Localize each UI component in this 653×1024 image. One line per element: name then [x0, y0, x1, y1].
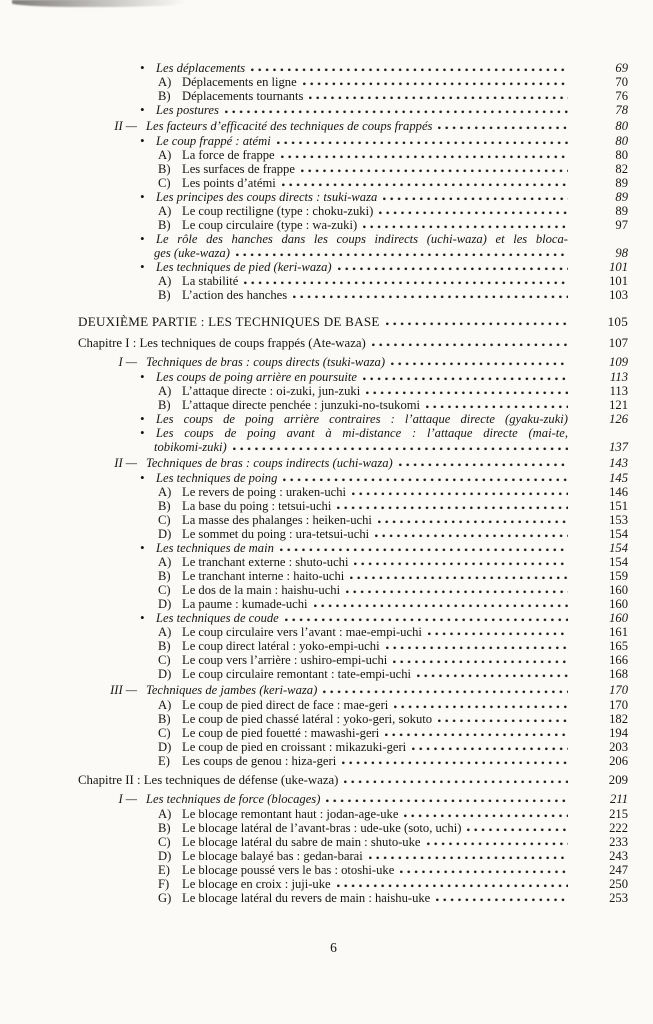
- toc-entry-marker: A): [158, 204, 172, 218]
- toc-entry-page: 121: [609, 398, 628, 412]
- toc-entry-marker: B): [158, 499, 171, 513]
- toc-entry: [78, 527, 628, 541]
- toc-entry-text: Les déplacements: [156, 61, 246, 75]
- toc-entry: [78, 176, 628, 190]
- toc-entry-marker: E): [158, 754, 170, 768]
- toc-entry-text: La stabilité: [182, 274, 239, 288]
- toc-entry-page: 80: [615, 134, 628, 148]
- toc-entry-text: Les coups de poing avant à mi-distance : l’attaque directe (mai-te,: [156, 426, 568, 440]
- toc-entry-text: Techniques de bras : coups indirects (uchi-waza): [146, 456, 393, 470]
- dot-leader: [375, 529, 568, 539]
- dot-leader: [427, 837, 569, 847]
- toc-entry-text: Les points d’atémi: [182, 176, 276, 190]
- dot-leader: [280, 543, 568, 553]
- toc-entry-text: Les coups de poing arrière contraires : l’attaque directe (gyaku-zuki): [156, 412, 568, 426]
- toc-entry: [78, 370, 628, 384]
- dot-leader: [399, 458, 568, 468]
- toc-entry-marker: D): [158, 740, 172, 754]
- toc-entry: [78, 485, 628, 499]
- dot-leader: [386, 641, 568, 651]
- toc-entry: [78, 440, 628, 454]
- table-of-contents: [78, 61, 628, 905]
- toc-entry-page: 170: [609, 683, 628, 697]
- toc-entry-text: Le rôle des hanches dans les coups indirects (uchi-waza) et les bloca-: [156, 232, 568, 246]
- toc-entry-marker: A): [158, 807, 172, 821]
- toc-entry-page: 82: [615, 162, 628, 176]
- toc-entry: [78, 611, 628, 625]
- toc-entry-marker: C): [158, 835, 171, 849]
- toc-entry: [78, 288, 628, 302]
- dot-leader: [352, 487, 568, 497]
- toc-entry-text: Chapitre II : Les techniques de défense (uke-waza): [78, 773, 339, 787]
- dot-leader: [417, 669, 568, 679]
- toc-entry: [78, 583, 628, 597]
- toc-entry: [78, 456, 628, 470]
- toc-entry-page: 146: [609, 485, 628, 499]
- toc-entry-marker: B): [158, 398, 171, 412]
- dot-leader: [369, 851, 568, 861]
- toc-entry-marker: C): [158, 583, 171, 597]
- dot-leader: [393, 655, 568, 665]
- toc-entry: [78, 398, 628, 412]
- toc-entry-marker: A): [158, 698, 172, 712]
- bullet-icon: •: [140, 61, 145, 75]
- toc-entry: [78, 877, 628, 891]
- toc-entry-text: Le coup frappé : atémi: [156, 134, 271, 148]
- toc-entry: [78, 807, 628, 821]
- toc-entry-text: L’attaque directe penchée : junzuki-no-tsukomi: [182, 398, 421, 412]
- dot-leader: [394, 700, 568, 710]
- toc-entry-text: ges (uke-waza): [154, 246, 230, 260]
- dot-leader: [277, 136, 568, 146]
- toc-entry-text: Le coup de pied direct de face : mae-geri: [182, 698, 389, 712]
- toc-entry-marker: II —: [114, 456, 137, 470]
- toc-entry-page: 161: [609, 625, 628, 639]
- toc-entry-page: 80: [615, 148, 628, 162]
- toc-entry: [78, 653, 628, 667]
- toc-entry-text: Chapitre I : Les techniques de coups frappés (Ate-waza): [78, 336, 366, 350]
- dot-leader: [391, 357, 568, 367]
- toc-entry-marker: D): [158, 667, 172, 681]
- toc-entry-page: 166: [609, 653, 628, 667]
- toc-entry: [78, 698, 628, 712]
- toc-entry-text: Les techniques de pied (keri-waza): [156, 260, 332, 274]
- toc-entry-text: Le coup de pied en croissant : mikazuki-geri: [182, 740, 407, 754]
- toc-entry-page: 250: [609, 877, 628, 891]
- dot-leader: [354, 557, 568, 567]
- toc-entry-marker: B): [158, 712, 171, 726]
- toc-entry-page: 211: [610, 792, 628, 806]
- toc-entry: [78, 597, 628, 611]
- dot-leader: [309, 91, 568, 101]
- toc-entry-text: Déplacements en ligne: [182, 75, 297, 89]
- toc-entry-page: 203: [609, 740, 628, 754]
- toc-entry-page: 80: [615, 119, 628, 133]
- toc-entry-marker: B): [158, 89, 171, 103]
- bullet-icon: •: [140, 134, 145, 148]
- dot-leader: [225, 105, 568, 115]
- toc-entry-page: 69: [615, 61, 628, 75]
- dot-leader: [344, 775, 568, 785]
- toc-entry: [78, 119, 628, 133]
- scan-artifact-top-left: [12, 0, 187, 8]
- dot-leader: [426, 400, 568, 410]
- toc-entry-page: 89: [615, 190, 628, 204]
- toc-entry-marker: F): [158, 877, 170, 891]
- toc-entry: [78, 792, 628, 806]
- toc-entry-page: 247: [609, 863, 628, 877]
- toc-entry-text: Les techniques de main: [156, 541, 274, 555]
- dot-leader: [386, 317, 568, 327]
- toc-entry-text: Le coup rectiligne (type : choku-zuki): [182, 204, 374, 218]
- dot-leader: [282, 178, 568, 188]
- bullet-icon: •: [140, 370, 145, 384]
- toc-entry-page: 107: [608, 336, 628, 350]
- dot-leader: [372, 338, 568, 348]
- toc-entry-text: La base du poing : tetsui-uchi: [182, 499, 332, 513]
- toc-entry-page: 160: [609, 611, 628, 625]
- toc-entry-text: Les postures: [156, 103, 219, 117]
- toc-entry-text: Le coup vers l’arrière : ushiro-empi-uchi: [182, 653, 388, 667]
- dot-leader: [337, 879, 568, 889]
- toc-entry-text: Techniques de bras : coups directs (tsuki-waza): [146, 355, 386, 369]
- toc-entry-page: 168: [609, 667, 628, 681]
- toc-entry-text: Les facteurs d’efficacité des techniques de coups frappés: [146, 119, 433, 133]
- dot-leader: [244, 276, 568, 286]
- toc-entry-page: 113: [609, 384, 628, 398]
- toc-entry: [78, 625, 628, 639]
- toc-entry-marker: G): [158, 891, 172, 905]
- dot-leader: [285, 613, 568, 623]
- dot-leader: [337, 501, 568, 511]
- toc-entry-text: Techniques de jambes (keri-waza): [146, 683, 318, 697]
- toc-entry-marker: II —: [114, 119, 137, 133]
- toc-entry-page: 160: [609, 597, 628, 611]
- bullet-icon: •: [140, 426, 145, 440]
- toc-entry-text: Les surfaces de frappe: [182, 162, 295, 176]
- bullet-icon: •: [140, 232, 145, 246]
- toc-entry: [78, 148, 628, 162]
- toc-entry-text: Le coup direct latéral : yoko-empi-uchi: [182, 639, 380, 653]
- toc-entry: [78, 204, 628, 218]
- toc-entry-page: 98: [615, 246, 628, 260]
- toc-entry-page: 182: [609, 712, 628, 726]
- toc-entry-page: 70: [615, 75, 628, 89]
- dot-leader: [363, 220, 568, 230]
- toc-entry-page: 153: [609, 513, 628, 527]
- toc-entry-text: Le coup circulaire remontant : tate-empi-uchi: [182, 667, 412, 681]
- dot-leader: [436, 893, 568, 903]
- dot-leader: [283, 473, 568, 483]
- toc-entry-marker: C): [158, 176, 171, 190]
- toc-entry-marker: I —: [118, 792, 137, 806]
- toc-entry: [78, 639, 628, 653]
- toc-entry-text: Le blocage remontant haut : jodan-age-uke: [182, 807, 399, 821]
- toc-entry: [78, 773, 628, 787]
- toc-entry-text: Les coups de genou : hiza-geri: [182, 754, 337, 768]
- toc-entry-text: Le blocage en croix : juji-uke: [182, 877, 331, 891]
- toc-entry-text: Le blocage latéral de l’avant-bras : ude-uke (soto, uchi): [182, 821, 462, 835]
- toc-entry-text: Les techniques de coude: [156, 611, 279, 625]
- toc-entry-page: 137: [609, 440, 628, 454]
- dot-leader: [438, 714, 568, 724]
- dot-leader: [281, 150, 568, 160]
- toc-entry-page: 89: [615, 176, 628, 190]
- dot-leader: [338, 262, 568, 272]
- dot-leader: [385, 728, 568, 738]
- dot-leader: [404, 809, 568, 819]
- toc-entry-text: La force de frappe: [182, 148, 275, 162]
- toc-entry-marker: D): [158, 849, 172, 863]
- toc-entry-marker: D): [158, 527, 172, 541]
- toc-entry: [78, 754, 628, 768]
- toc-entry: [78, 712, 628, 726]
- toc-entry-text: Le coup circulaire vers l’avant : mae-empi-uchi: [182, 625, 422, 639]
- toc-entry: [78, 667, 628, 681]
- toc-entry-page: 151: [609, 499, 628, 513]
- toc-entry: [78, 218, 628, 232]
- toc-entry: [78, 89, 628, 103]
- dot-leader: [467, 823, 568, 833]
- page-footer: [0, 940, 653, 956]
- dot-leader: [350, 571, 568, 581]
- toc-entry: [78, 355, 628, 369]
- dot-leader: [412, 742, 568, 752]
- dot-leader: [314, 599, 568, 609]
- toc-entry: [78, 260, 628, 274]
- toc-entry-marker: B): [158, 639, 171, 653]
- bullet-icon: •: [140, 412, 145, 426]
- toc-entry-page: 103: [609, 288, 628, 302]
- toc-entry: [78, 849, 628, 863]
- toc-entry-marker: A): [158, 625, 172, 639]
- toc-entry-page: 170: [609, 698, 628, 712]
- toc-entry: [78, 513, 628, 527]
- toc-entry-page: 109: [609, 355, 628, 369]
- dot-leader: [251, 63, 568, 73]
- toc-entry-text: Le dos de la main : haishu-uchi: [182, 583, 341, 597]
- toc-entry-text: Les techniques de force (blocages): [146, 792, 321, 806]
- toc-entry: [78, 61, 628, 75]
- toc-entry-marker: B): [158, 569, 171, 583]
- dot-leader: [363, 372, 568, 382]
- toc-entry-text: L’attaque directe : oi-zuki, jun-zuki: [182, 384, 361, 398]
- toc-entry: [78, 541, 628, 555]
- toc-entry-page: 154: [609, 527, 628, 541]
- toc-entry: [78, 555, 628, 569]
- toc-entry-text: Déplacements tournants: [182, 89, 304, 103]
- toc-entry: [78, 740, 628, 754]
- toc-entry-text: La paume : kumade-uchi: [182, 597, 308, 611]
- bullet-icon: •: [140, 541, 145, 555]
- dot-leader: [428, 627, 568, 637]
- toc-entry: [78, 891, 628, 905]
- toc-entry-marker: A): [158, 274, 172, 288]
- toc-entry-page: 243: [609, 849, 628, 863]
- toc-entry-marker: B): [158, 218, 171, 232]
- toc-entry-text: Le coup circulaire (type : wa-zuki): [182, 218, 358, 232]
- toc-entry: [78, 134, 628, 148]
- toc-entry-page: 105: [607, 314, 628, 329]
- dot-leader: [378, 515, 568, 525]
- toc-entry-page: 194: [609, 726, 628, 740]
- toc-entry-page: 209: [608, 773, 628, 787]
- toc-entry-page: 145: [609, 471, 628, 485]
- bullet-icon: •: [140, 103, 145, 117]
- toc-entry: [78, 412, 628, 426]
- toc-entry-page: 97: [615, 218, 628, 232]
- toc-entry-page: 101: [609, 260, 628, 274]
- toc-entry: [78, 75, 628, 89]
- toc-entry-text: La masse des phalanges : heiken-uchi: [182, 513, 372, 527]
- dot-leader: [346, 585, 568, 595]
- dot-leader: [400, 865, 568, 875]
- toc-entry-marker: C): [158, 653, 171, 667]
- toc-entry-page: 215: [609, 807, 628, 821]
- toc-entry: [78, 835, 628, 849]
- toc-entry: [78, 190, 628, 204]
- toc-entry-marker: A): [158, 384, 172, 398]
- toc-entry-text: tobikomi-zuki): [154, 440, 227, 454]
- toc-entry-page: 233: [609, 835, 628, 849]
- toc-entry-marker: D): [158, 597, 172, 611]
- toc-entry-text: Le coup de pied chassé latéral : yoko-geri, sokuto: [182, 712, 433, 726]
- toc-entry-page: 78: [615, 103, 628, 117]
- toc-entry-marker: A): [158, 485, 172, 499]
- toc-entry-text: Le coup de pied fouetté : mawashi-geri: [182, 726, 380, 740]
- toc-entry-text: DEUXIÈME PARTIE : LES TECHNIQUES DE BASE: [78, 314, 380, 329]
- toc-entry-marker: B): [158, 162, 171, 176]
- page-number: 6: [330, 940, 337, 955]
- dot-leader: [379, 206, 568, 216]
- toc-entry-text: Les principes des coups directs : tsuki-waza: [156, 190, 378, 204]
- toc-entry-text: Les techniques de poing: [156, 471, 278, 485]
- toc-entry-text: Les coups de poing arrière en poursuite: [156, 370, 358, 384]
- toc-entry-page: 160: [609, 583, 628, 597]
- dot-leader: [301, 164, 568, 174]
- toc-entry-marker: A): [158, 148, 172, 162]
- toc-entry-marker: B): [158, 821, 171, 835]
- bullet-icon: •: [140, 471, 145, 485]
- toc-entry-page: 76: [615, 89, 628, 103]
- toc-entry-text: Le blocage latéral du sabre de main : shuto-uke: [182, 835, 421, 849]
- toc-entry: [78, 336, 628, 350]
- toc-entry: [78, 726, 628, 740]
- toc-entry-text: L’action des hanches: [182, 288, 288, 302]
- toc-entry: [78, 162, 628, 176]
- toc-entry: [78, 274, 628, 288]
- toc-entry: [78, 863, 628, 877]
- toc-entry-marker: A): [158, 555, 172, 569]
- toc-entry: [78, 232, 628, 246]
- dot-leader: [233, 442, 568, 452]
- dot-leader: [366, 386, 568, 396]
- dot-leader: [293, 290, 568, 300]
- dot-leader: [326, 794, 568, 804]
- toc-entry-marker: E): [158, 863, 170, 877]
- toc-entry-page: 165: [609, 639, 628, 653]
- toc-entry: [78, 821, 628, 835]
- toc-entry-text: Le blocage balayé bas : gedan-barai: [182, 849, 363, 863]
- bullet-icon: •: [140, 190, 145, 204]
- toc-entry-text: Le tranchant interne : haito-uchi: [182, 569, 345, 583]
- toc-entry: [78, 569, 628, 583]
- toc-entry: [78, 384, 628, 398]
- bullet-icon: •: [140, 611, 145, 625]
- dot-leader: [342, 756, 568, 766]
- toc-entry-page: 101: [609, 274, 628, 288]
- toc-entry-marker: III —: [110, 683, 137, 697]
- toc-entry-text: Le blocage poussé vers le bas : otoshi-uke: [182, 863, 395, 877]
- dot-leader: [323, 685, 568, 695]
- toc-entry-text: Le tranchant externe : shuto-uchi: [182, 555, 349, 569]
- toc-entry-page: 159: [609, 569, 628, 583]
- toc-entry: [78, 683, 628, 697]
- toc-entry: [78, 315, 628, 329]
- toc-entry: [78, 471, 628, 485]
- dot-leader: [383, 192, 568, 202]
- dot-leader: [236, 248, 568, 258]
- toc-entry-marker: A): [158, 75, 172, 89]
- toc-entry: [78, 499, 628, 513]
- toc-entry: [78, 246, 628, 260]
- bullet-icon: •: [140, 260, 145, 274]
- toc-entry: [78, 426, 628, 440]
- toc-entry-page: 206: [609, 754, 628, 768]
- toc-entry-marker: C): [158, 513, 171, 527]
- toc-entry-page: 89: [615, 204, 628, 218]
- toc-entry-page: 253: [609, 891, 628, 905]
- toc-entry-marker: C): [158, 726, 171, 740]
- toc-entry-page: 154: [609, 555, 628, 569]
- toc-entry: [78, 103, 628, 117]
- toc-entry-page: 143: [609, 456, 628, 470]
- toc-entry-page: 126: [609, 412, 628, 426]
- toc-entry-text: Le revers de poing : uraken-uchi: [182, 485, 347, 499]
- toc-entry-text: Le sommet du poing : ura-tetsui-uchi: [182, 527, 370, 541]
- toc-entry-marker: I —: [118, 355, 137, 369]
- dot-leader: [303, 77, 568, 87]
- toc-entry-page: 113: [610, 370, 628, 384]
- dot-leader: [438, 121, 568, 131]
- toc-entry-page: 154: [609, 541, 628, 555]
- toc-entry-text: Le blocage latéral du revers de main : haishu-uke: [182, 891, 431, 905]
- toc-entry-page: 222: [609, 821, 628, 835]
- toc-entry-marker: B): [158, 288, 171, 302]
